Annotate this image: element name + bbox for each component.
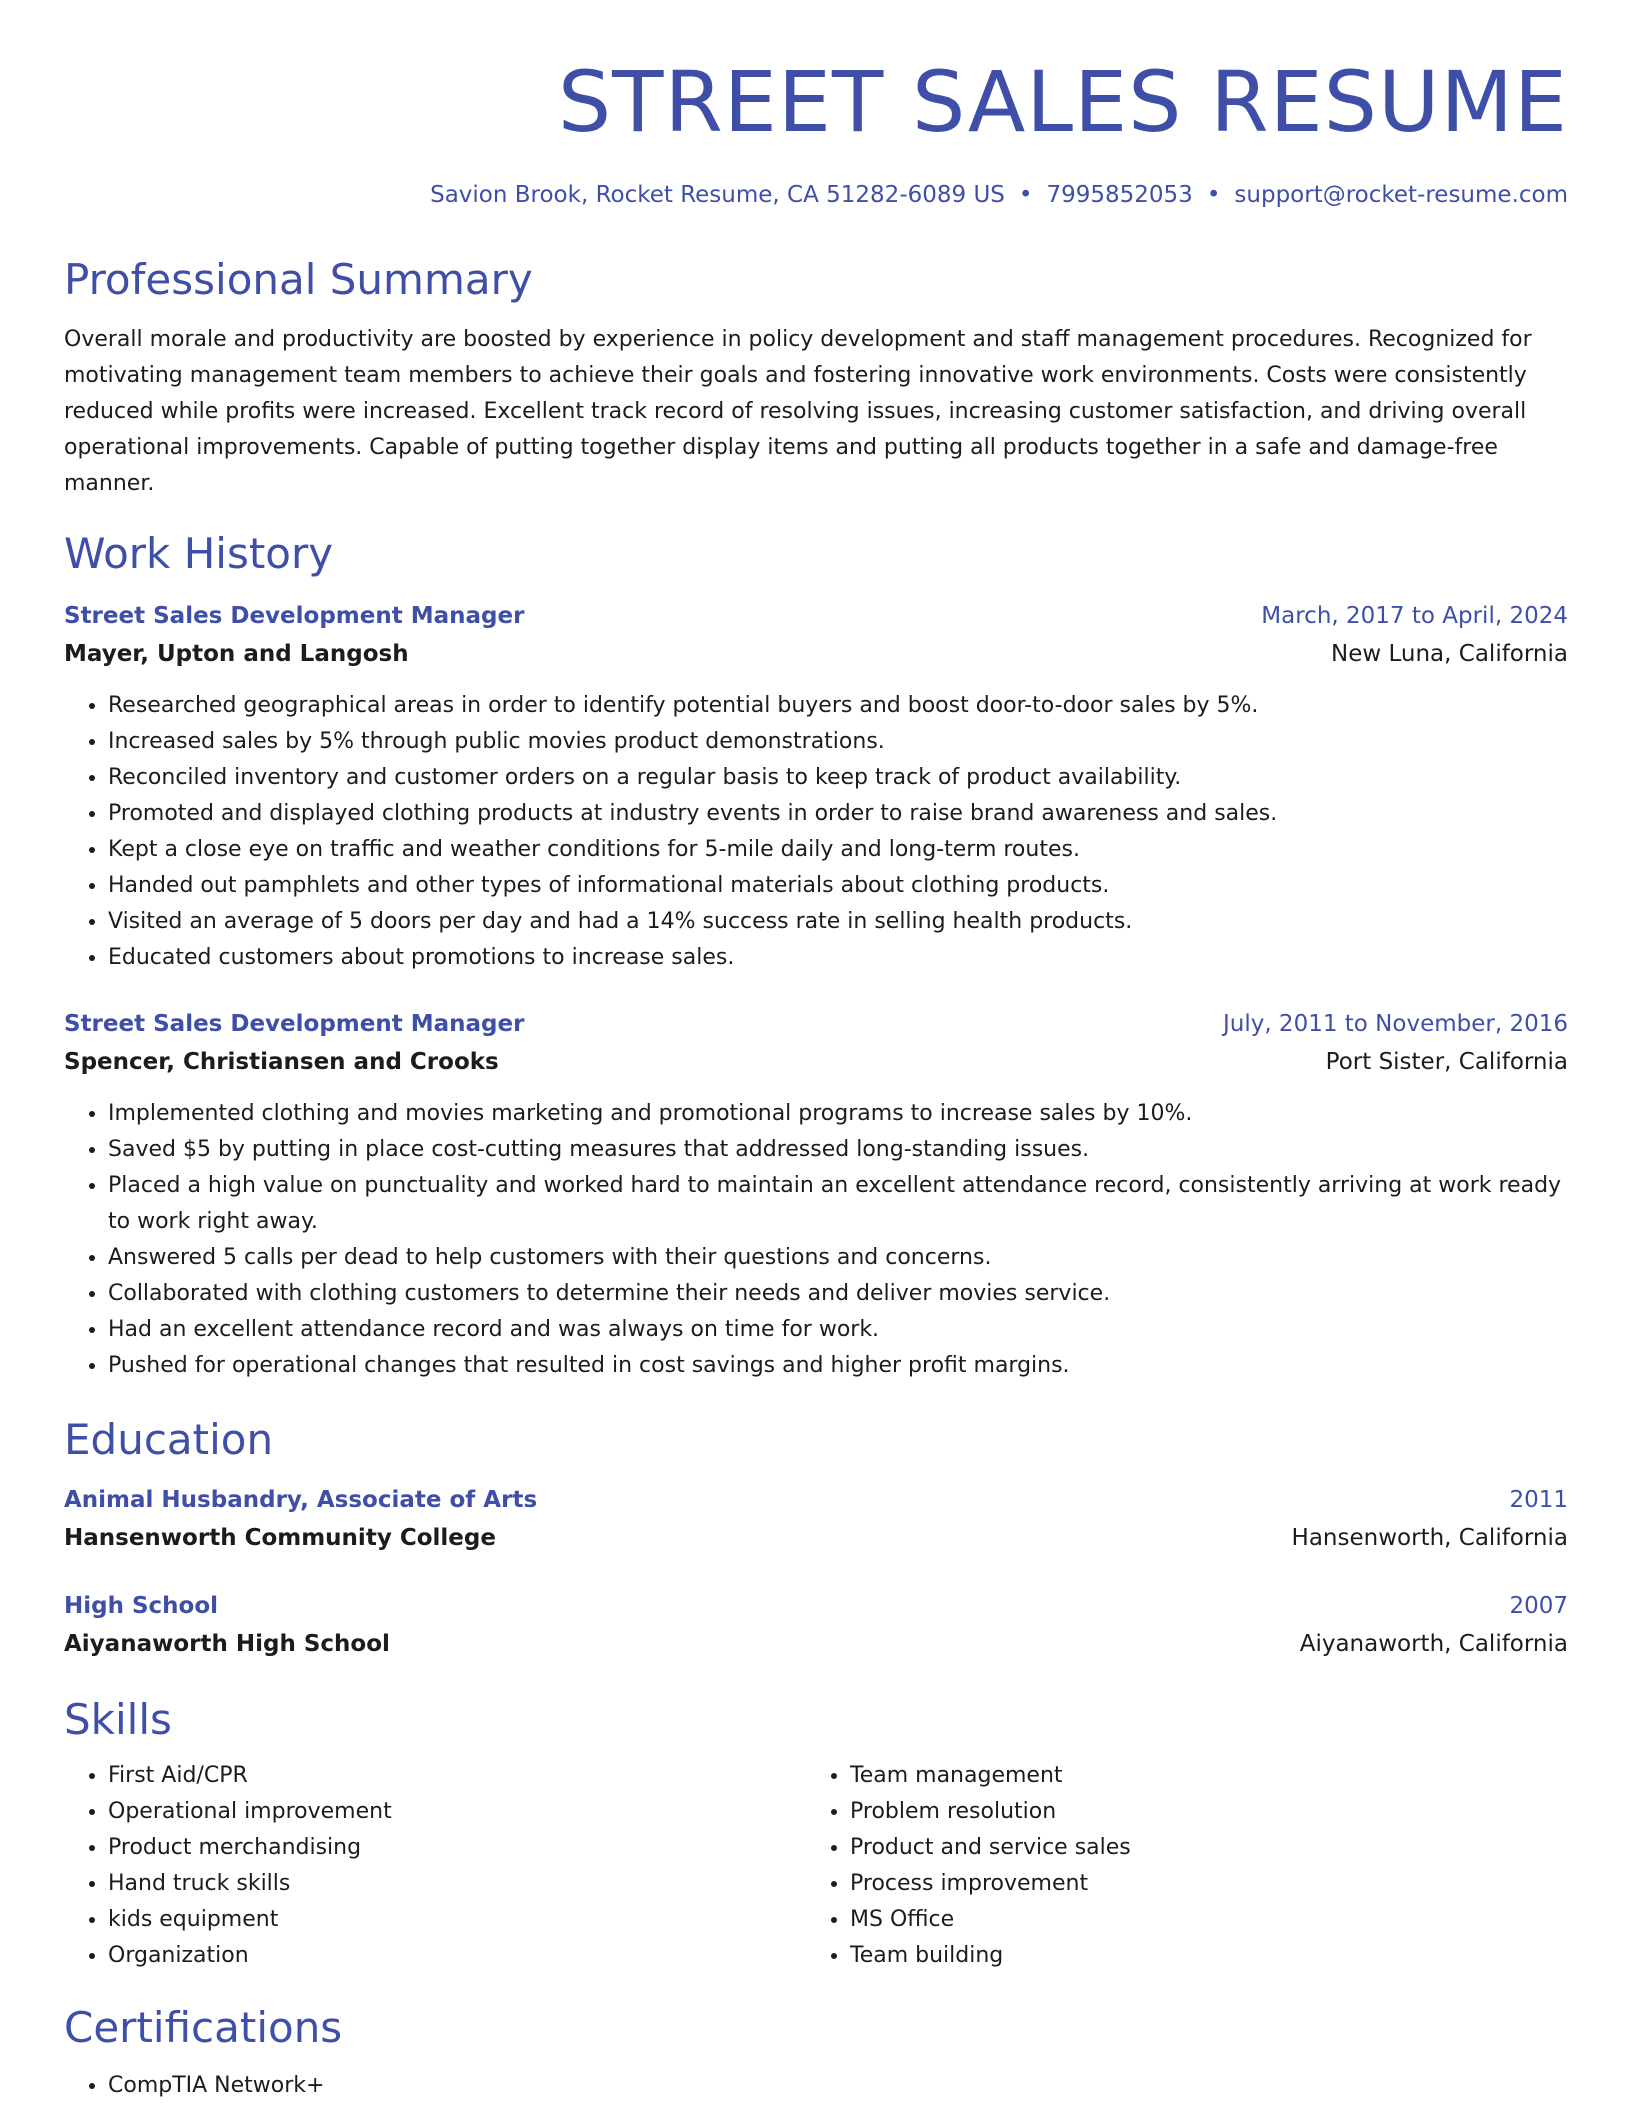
education-location: Aiyanaworth, California xyxy=(1299,1631,1568,1657)
skill-item: • MS Office xyxy=(850,1902,1548,1938)
job-bullet: • Kept a close eye on traffic and weather conditions for 5-mile daily and long-term routes. xyxy=(108,832,1568,868)
job-bullet: • Increased sales by 5% through public movies product demonstrations. xyxy=(108,724,1568,760)
job-location: Port Sister, California xyxy=(1325,1049,1568,1075)
education-school: Hansenworth Community College xyxy=(64,1525,496,1551)
job-bullet: • Saved $5 by putting in place cost-cutting measures that addressed long-standing issues. xyxy=(108,1132,1568,1168)
job-bullets xyxy=(64,688,1568,976)
skills-heading: Skills xyxy=(64,1695,172,1744)
education-entry xyxy=(64,1588,1568,1664)
education-school-row xyxy=(64,1624,1568,1664)
job-bullet: • Collaborated with clothing customers to determine their needs and deliver movies service. xyxy=(108,1276,1568,1312)
skill-item: • Process improvement xyxy=(850,1866,1548,1902)
skill-item: • Product and service sales xyxy=(850,1830,1548,1866)
job-bullet: • Visited an average of 5 doors per day and had a 14% success rate in selling health products. xyxy=(108,904,1568,940)
contact-email: support@rocket-resume.com xyxy=(1234,182,1568,208)
education-year: 2011 xyxy=(1509,1487,1568,1513)
skills-list-left xyxy=(64,1758,806,1974)
summary-text: Overall morale and productivity are boosted by experience in policy development and staff management procedures. Recognized for motivating management team members to achieve their goals and fostering innovative work environments. Costs were consistently reduced while profits were increased. Excellent track record of resolving issues, increasing customer satisfaction, and driving overall operational improvements. Capable of putting together display items and putting all products together in a safe and damage-free manner. xyxy=(64,327,1532,496)
job-bullet: • Researched geographical areas in order to identify potential buyers and boost door-to-door sales by 5%. xyxy=(108,688,1568,724)
job-title: Street Sales Development Manager xyxy=(64,1011,525,1037)
job-bullet: • Placed a high value on punctuality and worked hard to maintain an excellent attendance record, consistently arriving at work ready to work right away. xyxy=(108,1168,1568,1240)
contact-separator: • xyxy=(1018,182,1033,208)
contact-line xyxy=(64,180,1568,210)
education-school-row xyxy=(64,1518,1568,1558)
skill-item: • Team management xyxy=(850,1758,1548,1794)
skill-item: • Product merchandising xyxy=(108,1830,806,1866)
education-location: Hansenworth, California xyxy=(1291,1525,1568,1551)
education-school: Aiyanaworth High School xyxy=(64,1631,390,1657)
summary-heading: Professional Summary xyxy=(64,255,533,304)
contact-address: Savion Brook, Rocket Resume, CA 51282-6089 US xyxy=(430,182,1005,208)
skill-item: • Team building xyxy=(850,1938,1548,1974)
job-bullet: • Had an excellent attendance record and was always on time for work. xyxy=(108,1312,1568,1348)
job-company-row xyxy=(64,634,1568,674)
contact-separator: • xyxy=(1206,182,1221,208)
education-heading: Education xyxy=(64,1415,274,1464)
job-dates: March, 2017 to April, 2024 xyxy=(1261,603,1568,629)
skill-item: • Operational improvement xyxy=(108,1794,806,1830)
job-dates: July, 2011 to November, 2016 xyxy=(1222,1011,1568,1037)
education-degree: High School xyxy=(64,1593,219,1619)
job-bullet: • Implemented clothing and movies marketing and promotional programs to increase sales by 10%. xyxy=(108,1096,1568,1132)
contact-phone: 7995852053 xyxy=(1046,182,1193,208)
job-bullet: • Educated customers about promotions to increase sales. xyxy=(108,940,1568,976)
job-company-row xyxy=(64,1042,1568,1082)
work-history-heading: Work History xyxy=(64,529,334,578)
job-entry xyxy=(64,1006,1568,1384)
education-entry xyxy=(64,1482,1568,1558)
job-company: Mayer, Upton and Langosh xyxy=(64,641,409,667)
resume-title: STREET SALES RESUME xyxy=(557,53,1568,151)
job-title: Street Sales Development Manager xyxy=(64,603,525,629)
job-bullets xyxy=(64,1096,1568,1384)
education-year: 2007 xyxy=(1509,1593,1568,1619)
resume-page xyxy=(64,0,1568,2104)
education-header-row xyxy=(64,1588,1568,1624)
skill-item: • Hand truck skills xyxy=(108,1866,806,1902)
certification-item: • CompTIA Network+ xyxy=(108,2068,1568,2104)
skill-item: • Problem resolution xyxy=(850,1794,1548,1830)
education-degree: Animal Husbandry, Associate of Arts xyxy=(64,1487,538,1513)
job-bullet: • Handed out pamphlets and other types of informational materials about clothing products. xyxy=(108,868,1568,904)
skills-list-right xyxy=(806,1758,1548,1974)
certifications-list xyxy=(64,2068,1568,2104)
job-header-row xyxy=(64,1006,1568,1042)
job-bullet: • Promoted and displayed clothing products at industry events in order to raise brand awareness and sales. xyxy=(108,796,1568,832)
job-header-row xyxy=(64,598,1568,634)
education-header-row xyxy=(64,1482,1568,1518)
job-entry xyxy=(64,598,1568,976)
job-location: New Luna, California xyxy=(1331,641,1568,667)
job-bullet: • Pushed for operational changes that resulted in cost savings and higher profit margins. xyxy=(108,1348,1568,1384)
job-company: Spencer, Christiansen and Crooks xyxy=(64,1049,499,1075)
skill-item: • kids equipment xyxy=(108,1902,806,1938)
skills-grid xyxy=(64,1758,1568,1974)
skill-item: • Organization xyxy=(108,1938,806,1974)
job-bullet: • Answered 5 calls per dead to help customers with their questions and concerns. xyxy=(108,1240,1568,1276)
certifications-heading: Certifications xyxy=(64,2003,343,2052)
job-bullet: • Reconciled inventory and customer orders on a regular basis to keep track of product availability. xyxy=(108,760,1568,796)
skill-item: • First Aid/CPR xyxy=(108,1758,806,1794)
